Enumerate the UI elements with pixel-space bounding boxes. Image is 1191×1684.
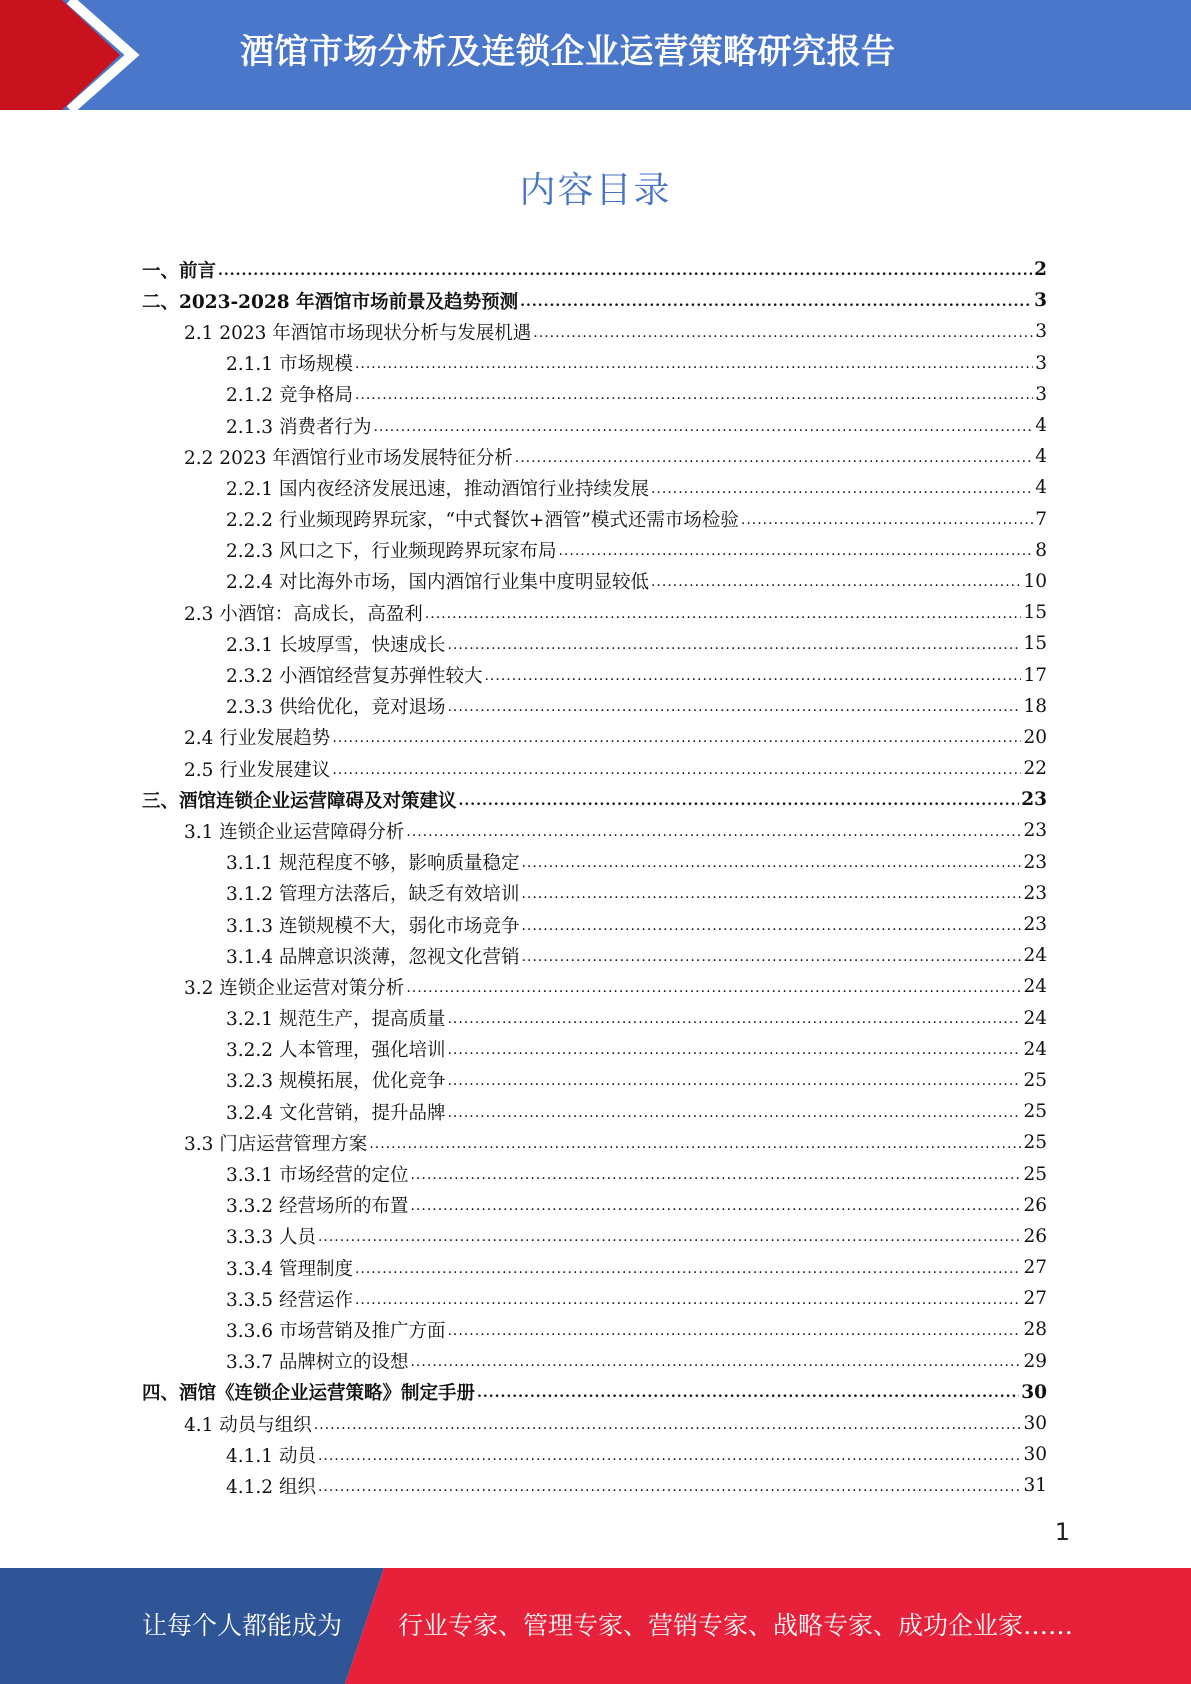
- toc-entry-page: 17: [1023, 664, 1047, 686]
- toc-entry-page: 2: [1034, 259, 1047, 281]
- toc-dot-leader: [515, 446, 1033, 468]
- toc-entry-page: 24: [1023, 976, 1047, 998]
- toc-entry[interactable]: [142, 722, 1047, 753]
- toc-entry-page: 4: [1035, 415, 1047, 437]
- toc-dot-leader: [447, 1007, 1021, 1029]
- toc-entry[interactable]: [142, 940, 1047, 971]
- toc-entry[interactable]: [142, 1158, 1047, 1189]
- toc-entry-text: 3.3.4 管理制度: [226, 1258, 353, 1280]
- toc-list: [142, 254, 1047, 1502]
- toc-entry[interactable]: [142, 285, 1047, 316]
- toc-entry-text: 2.1.1 市场规模: [226, 354, 353, 376]
- toc-entry-text: 3.1.3 连锁规模不大，弱化市场竞争: [226, 915, 520, 937]
- toc-entry-page: 8: [1035, 539, 1047, 561]
- toc-dot-leader: [521, 914, 1021, 936]
- toc-entry[interactable]: [142, 472, 1047, 503]
- toc-entry[interactable]: [142, 1408, 1047, 1439]
- toc-entry[interactable]: [142, 1470, 1047, 1501]
- toc-entry[interactable]: [142, 504, 1047, 535]
- toc-entry-page: 25: [1023, 1101, 1047, 1123]
- toc-entry[interactable]: [142, 254, 1047, 285]
- toc-entry-page: 27: [1023, 1257, 1047, 1279]
- toc-entry-text: 3.1 连锁企业运营障碍分析: [184, 821, 405, 843]
- toc-entry[interactable]: [142, 1034, 1047, 1065]
- toc-dot-leader: [355, 352, 1033, 374]
- toc-dot-leader: [355, 1288, 1022, 1310]
- header-band: [0, 0, 1191, 110]
- toc-entry[interactable]: [142, 628, 1047, 659]
- toc-entry-text: 3.3.2 经营场所的布置: [226, 1196, 409, 1218]
- toc-dot-leader: [521, 851, 1021, 873]
- toc-entry[interactable]: [142, 566, 1047, 597]
- toc-entry-text: 四、酒馆《连锁企业运营策略》制定手册: [142, 1383, 476, 1405]
- toc-entry[interactable]: [142, 1439, 1047, 1470]
- toc-entry-text: 2.3.1 长坡厚雪，快速成长: [226, 634, 446, 656]
- toc-entry-text: 2.5 行业发展建议: [184, 759, 331, 781]
- toc-dot-leader: [521, 882, 1021, 904]
- toc-dot-leader: [447, 1069, 1021, 1091]
- toc-entry-text: 二、2023-2028 年酒馆市场前景及趋势预测: [142, 291, 519, 313]
- toc-entry-page: 7: [1035, 508, 1047, 530]
- toc-dot-leader: [355, 383, 1033, 405]
- toc-dot-leader: [741, 508, 1033, 530]
- toc-dot-leader: [332, 758, 1021, 780]
- toc-entry-page: 27: [1023, 1288, 1047, 1310]
- toc-dot-leader: [447, 695, 1021, 717]
- toc-entry-page: 15: [1023, 602, 1047, 624]
- toc-dot-leader: [218, 259, 1032, 281]
- toc-entry-text: 3.2 连锁企业运营对策分析: [184, 977, 405, 999]
- footer-slogan-right: 行业专家、管理专家、营销专家、战略专家、成功企业家……: [398, 1611, 1074, 1640]
- toc-entry[interactable]: [142, 784, 1047, 815]
- toc-entry[interactable]: [142, 1065, 1047, 1096]
- toc-entry-text: 2.1 2023 年酒馆市场现状分析与发展机遇: [184, 322, 532, 344]
- toc-entry-page: 18: [1023, 695, 1047, 717]
- toc-entry-page: 15: [1023, 633, 1047, 655]
- toc-dot-leader: [447, 1101, 1021, 1123]
- toc-entry-text: 2.2.1 国内夜经济发展迅速，推动酒馆行业持续发展: [226, 478, 649, 500]
- toc-dot-leader: [533, 321, 1033, 343]
- toc-entry-text: 3.3.6 市场营销及推广方面: [226, 1320, 446, 1342]
- toc-entry[interactable]: [142, 348, 1047, 379]
- toc-entry-page: 23: [1021, 789, 1047, 811]
- toc-entry-page: 3: [1034, 290, 1047, 312]
- toc-entry-page: 3: [1035, 383, 1047, 405]
- toc-entry-text: 2.3.3 供给优化，竞对退场: [226, 697, 446, 719]
- toc-entry-text: 2.2.2 行业频现跨界玩家，“中式餐饮+酒管”模式还需市场检验: [226, 510, 739, 532]
- toc-entry-text: 三、酒馆连锁企业运营障碍及对策建议: [142, 790, 457, 812]
- toc-dot-leader: [447, 633, 1021, 655]
- toc-entry-page: 26: [1023, 1194, 1047, 1216]
- toc-entry[interactable]: [142, 909, 1047, 940]
- toc-entry-text: 2.2.4 对比海外市场，国内酒馆行业集中度明显较低: [226, 572, 649, 594]
- toc-entry[interactable]: [142, 1346, 1047, 1377]
- toc-dot-leader: [355, 1257, 1022, 1279]
- toc-entry-page: 22: [1023, 758, 1047, 780]
- toc-entry-text: 2.2.3 风口之下，行业频现跨界玩家布局: [226, 541, 557, 563]
- toc-dot-leader: [373, 415, 1033, 437]
- toc-entry[interactable]: [142, 316, 1047, 347]
- toc-dot-leader: [318, 1225, 1022, 1247]
- toc-entry[interactable]: [142, 1190, 1047, 1221]
- toc-entry-page: 3: [1035, 321, 1047, 343]
- toc-dot-leader: [369, 1132, 1021, 1154]
- toc-entry[interactable]: [142, 410, 1047, 441]
- toc-entry-text: 3.1.1 规范程度不够，影响质量稳定: [226, 853, 520, 875]
- toc-entry[interactable]: [142, 597, 1047, 628]
- toc-entry-text: 3.1.4 品牌意识淡薄，忽视文化营销: [226, 946, 520, 968]
- toc-entry-page: 23: [1023, 882, 1047, 904]
- toc-entry-text: 2.1.3 消费者行为: [226, 416, 372, 438]
- toc-entry-page: 23: [1023, 820, 1047, 842]
- toc-entry-text: 3.1.2 管理方法落后，缺乏有效培训: [226, 884, 520, 906]
- toc-entry-page: 29: [1023, 1350, 1047, 1372]
- toc-entry-text: 3.3.7 品牌树立的设想: [226, 1352, 409, 1374]
- toc-dot-leader: [410, 1350, 1021, 1372]
- toc-entry-page: 30: [1023, 1413, 1047, 1435]
- toc-entry[interactable]: [142, 971, 1047, 1002]
- page-number: 1: [1054, 1518, 1070, 1546]
- toc-entry-text: 3.2.3 规模拓展，优化竞争: [226, 1071, 446, 1093]
- toc-entry[interactable]: [142, 1314, 1047, 1345]
- toc-dot-leader: [447, 1038, 1021, 1060]
- toc-entry-text: 3.3 门店运营管理方案: [184, 1133, 368, 1155]
- toc-entry[interactable]: [142, 1252, 1047, 1283]
- footer-band: [0, 1568, 1191, 1684]
- toc-title: 内容目录: [519, 170, 672, 211]
- toc-entry[interactable]: [142, 691, 1047, 722]
- toc-dot-leader: [520, 290, 1032, 312]
- toc-entry-page: 31: [1023, 1475, 1047, 1497]
- toc-entry[interactable]: [142, 1127, 1047, 1158]
- toc-entry-page: 24: [1023, 1038, 1047, 1060]
- toc-entry-page: 30: [1023, 1444, 1047, 1466]
- toc-entry[interactable]: [142, 441, 1047, 472]
- toc-dot-leader: [406, 820, 1021, 842]
- toc-entry[interactable]: [142, 847, 1047, 878]
- toc-entry[interactable]: [142, 535, 1047, 566]
- toc-dot-leader: [425, 602, 1022, 624]
- toc-entry-page: 20: [1023, 726, 1047, 748]
- toc-entry-text: 4.1.1 动员: [226, 1445, 316, 1467]
- toc-dot-leader: [521, 945, 1021, 967]
- toc-entry-page: 25: [1023, 1132, 1047, 1154]
- toc-entry-page: 24: [1023, 1007, 1047, 1029]
- toc-entry-text: 3.3.3 人员: [226, 1227, 316, 1249]
- toc-dot-leader: [410, 1163, 1021, 1185]
- toc-dot-leader: [314, 1413, 1022, 1435]
- toc-entry-text: 3.2.4 文化营销，提升品牌: [226, 1102, 446, 1124]
- toc-entry-text: 3.2.2 人本管理，强化培训: [226, 1040, 446, 1062]
- footer-slogan-left: 让每个人都能成为: [142, 1611, 343, 1640]
- toc-entry[interactable]: [142, 659, 1047, 690]
- toc-entry-text: 4.1.2 组织: [226, 1476, 316, 1498]
- toc-entry[interactable]: [142, 1096, 1047, 1127]
- toc-entry-page: 25: [1023, 1163, 1047, 1185]
- toc-entry[interactable]: [142, 878, 1047, 909]
- toc-dot-leader: [651, 570, 1021, 592]
- toc-dot-leader: [410, 1194, 1021, 1216]
- toc-entry-page: 30: [1021, 1381, 1047, 1403]
- toc-entry-page: 24: [1023, 945, 1047, 967]
- toc-dot-leader: [318, 1475, 1022, 1497]
- toc-dot-leader: [651, 477, 1033, 499]
- toc-entry-text: 2.1.2 竞争格局: [226, 385, 353, 407]
- toc-entry[interactable]: [142, 1377, 1047, 1408]
- toc-entry-page: 4: [1035, 446, 1047, 468]
- toc-entry[interactable]: [142, 1003, 1047, 1034]
- toc-entry[interactable]: [142, 1221, 1047, 1252]
- toc-entry-page: 23: [1023, 914, 1047, 936]
- toc-entry-page: 26: [1023, 1225, 1047, 1247]
- toc-entry-page: 28: [1023, 1319, 1047, 1341]
- toc-entry-page: 3: [1035, 352, 1047, 374]
- toc-dot-leader: [484, 664, 1021, 686]
- toc-entry-text: 3.2.1 规范生产，提高质量: [226, 1009, 446, 1031]
- toc-entry-text: 2.4 行业发展趋势: [184, 728, 331, 750]
- toc-dot-leader: [406, 976, 1021, 998]
- toc-entry-text: 一、前言: [142, 260, 217, 282]
- toc-entry-page: 23: [1023, 851, 1047, 873]
- toc-entry-text: 4.1 动员与组织: [184, 1414, 312, 1436]
- toc-dot-leader: [477, 1381, 1019, 1403]
- toc-dot-leader: [558, 539, 1033, 561]
- toc-dot-leader: [459, 789, 1020, 811]
- toc-entry-page: 25: [1023, 1069, 1047, 1091]
- toc-dot-leader: [318, 1444, 1022, 1466]
- toc-entry[interactable]: [142, 1283, 1047, 1314]
- report-title: 酒馆市场分析及连锁企业运营策略研究报告: [240, 32, 896, 72]
- toc-dot-leader: [447, 1319, 1021, 1341]
- header-arrow-decoration: [0, 0, 160, 110]
- toc-entry-page: 10: [1023, 570, 1047, 592]
- toc-entry-text: 2.2 2023 年酒馆行业市场发展特征分析: [184, 447, 513, 469]
- toc-entry-text: 2.3 小酒馆：高成长，高盈利: [184, 603, 423, 625]
- toc-entry-text: 3.3.1 市场经营的定位: [226, 1165, 409, 1187]
- toc-entry-page: 4: [1035, 477, 1047, 499]
- toc-entry-text: 3.3.5 经营运作: [226, 1289, 353, 1311]
- toc-entry-text: 2.3.2 小酒馆经营复苏弹性较大: [226, 666, 483, 688]
- toc-entry[interactable]: [142, 753, 1047, 784]
- toc-dot-leader: [332, 726, 1021, 748]
- toc-entry[interactable]: [142, 379, 1047, 410]
- toc-entry[interactable]: [142, 815, 1047, 846]
